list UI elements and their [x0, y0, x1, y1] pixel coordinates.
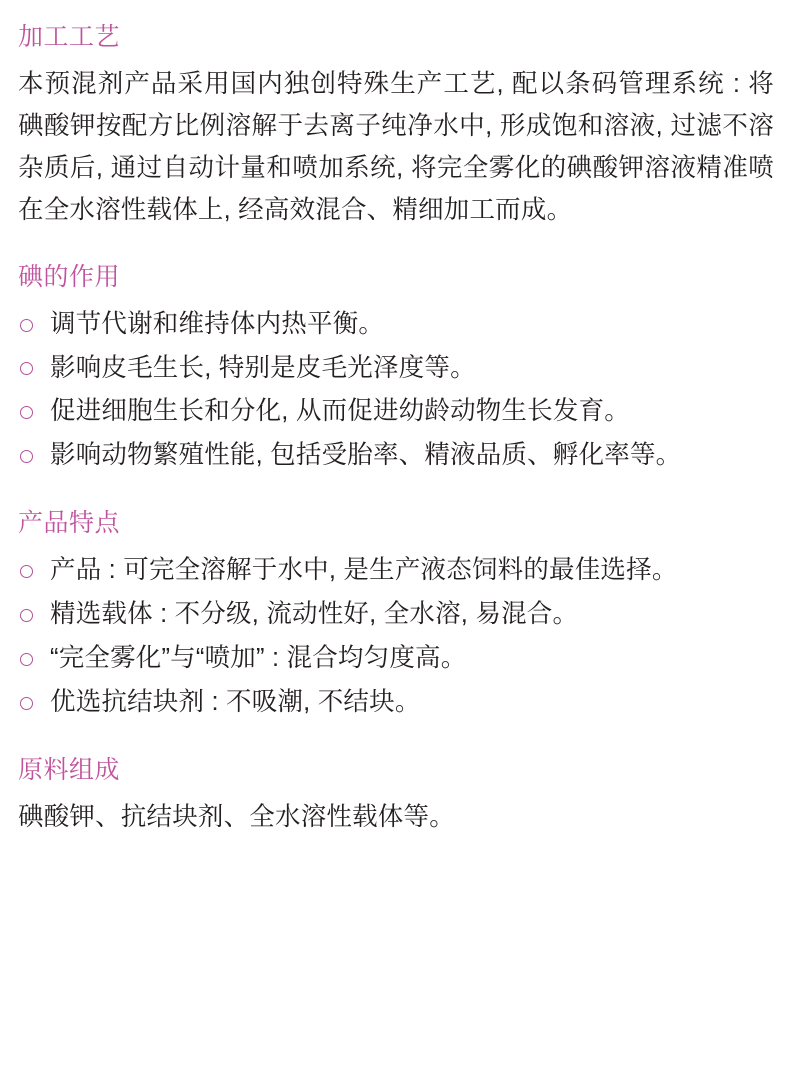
bullet-list-product-features — [18, 549, 774, 724]
circle-bullet-icon — [20, 406, 33, 419]
circle-bullet-icon — [20, 319, 33, 332]
section-processing — [18, 22, 774, 232]
list-item — [18, 637, 774, 681]
circle-bullet-icon — [20, 609, 33, 622]
list-item — [18, 303, 774, 347]
circle-bullet-icon — [20, 653, 33, 666]
section-title-processing: 加工工艺 — [18, 23, 121, 51]
list-item-label: 产品 : 可完全溶解于水中, 是生产液态饲料的最佳选择。 — [50, 556, 678, 585]
list-item — [18, 390, 774, 434]
list-item — [18, 681, 774, 725]
section-raw-materials — [18, 755, 774, 838]
section-title-product-features: 产品特点 — [18, 509, 121, 538]
circle-bullet-icon — [20, 697, 33, 710]
list-item-label: 影响皮毛生长, 特别是皮毛光泽度等。 — [50, 353, 476, 382]
list-item-label: “完全雾化”与“喷加” : 混合均匀度高。 — [50, 644, 467, 673]
list-item-label: 促进细胞生长和分化, 从而促进幼龄动物生长发育。 — [50, 397, 630, 426]
section-product-features — [18, 508, 774, 725]
section-title-iodine-function: 碘的作用 — [18, 262, 121, 291]
section-title-raw-materials: 原料组成 — [18, 755, 121, 784]
section-paragraph-raw-materials: 碘酸钾、抗结块剂、全水溶性载体等。 — [18, 803, 455, 832]
list-item-label: 影响动物繁殖性能, 包括受胎率、精液品质、孵化率等。 — [50, 441, 682, 470]
list-item-label: 调节代谢和维持体内热平衡。 — [50, 309, 385, 338]
list-item — [18, 593, 774, 637]
list-item — [18, 549, 774, 593]
list-item — [18, 434, 774, 478]
section-iodine-function — [18, 262, 774, 479]
list-item-label: 精选载体 : 不分级, 流动性好, 全水溶, 易混合。 — [50, 600, 579, 629]
section-paragraph-processing: 本预混剂产品采用国内独创特殊生产工艺, 配以条码管理系统 : 将碘酸钾按配方比例溶解于去离子纯净水中, 形成饱和溶液, 过滤不溶杂质后, 通过自动计量和喷加系统, 将完全雾化的碘酸钾溶液精准喷在全水溶性载体上, 经高效混合、精细加工而成。 — [18, 70, 774, 225]
list-item — [18, 347, 774, 391]
bullet-list-iodine-function — [18, 303, 774, 478]
list-item-label: 优选抗结块剂 : 不吸潮, 不结块。 — [50, 688, 421, 717]
circle-bullet-icon — [20, 565, 33, 578]
circle-bullet-icon — [20, 450, 33, 463]
circle-bullet-icon — [20, 362, 33, 375]
